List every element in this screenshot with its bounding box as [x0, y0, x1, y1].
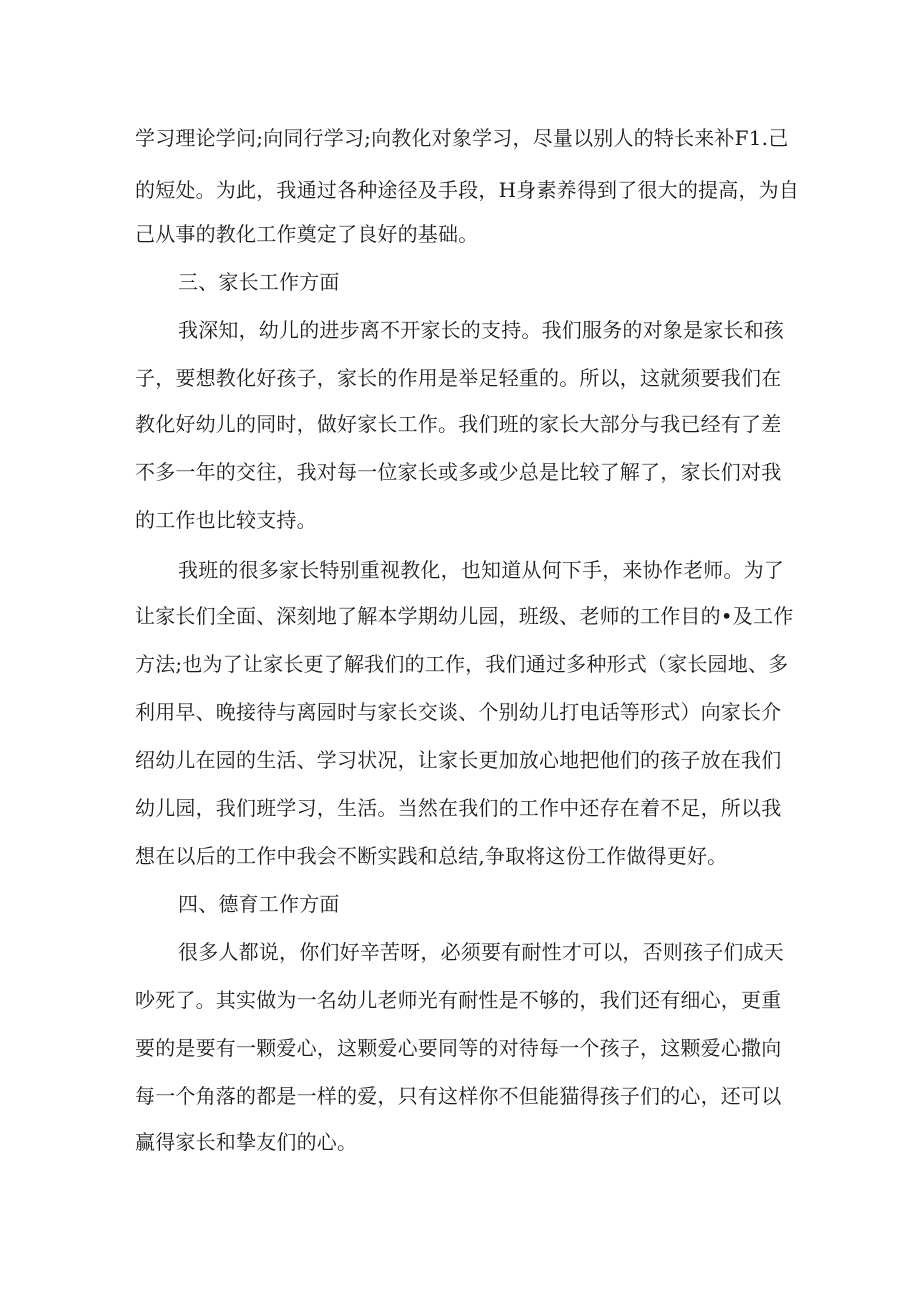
body-text-line: 我班的很多家长特别重视教化，也知道从何下手，来协作老师。为了 — [178, 558, 784, 582]
section-heading-moral-education: 四、德育工作方面 — [178, 892, 340, 916]
body-text-line: 赢得家长和挚友们的心。 — [135, 1130, 358, 1154]
body-text-line: 吵死了。其实做为一名幼儿老师光有耐性是不够的，我们还有细心，更重 — [135, 988, 782, 1012]
body-text-line: 想在以后的工作中我会不断实践和总结,争取将这份工作做得更好。 — [135, 844, 728, 868]
body-text-line: 每一个角落的都是一样的爱，只有这样你不但能猫得孩子们的心，还可以 — [135, 1084, 782, 1108]
body-text-line: 方法;也为了让家长更了解我们的工作，我们通过多种形式（家长园地、多 — [135, 652, 789, 676]
body-text-line: 利用早、晚接待与离园时与家长交谈、个别幼儿打电话等形式）向家长介 — [135, 700, 782, 724]
body-text-line: 让家长们全面、深刻地了解本学期幼儿园，班级、老师的工作目的•及工作 — [135, 604, 794, 628]
body-text-line: 子，要想教化好孩子，家长的作用是举足轻重的。所以，这就须要我们在 — [135, 366, 782, 390]
body-text-line: 要的是要有一颗爱心，这颗爱心要同等的对待每一个孩子，这颗爱心撒向 — [135, 1036, 782, 1060]
body-text-line: 教化好幼儿的同时，做好家长工作。我们班的家长大部分与我已经有了差 — [135, 412, 782, 436]
body-text-line: 学习理论学问;向同行学习;向教化对象学习，尽量以别人的特长来补F1.己 — [135, 126, 789, 150]
body-text-line: 己从事的教化工作奠定了良好的基础。 — [135, 222, 479, 246]
body-text-line: 很多人都说，你们好辛苦呀，必须要有耐性才可以，否则孩子们成天 — [178, 940, 784, 964]
body-text-line: 绍幼儿在园的生活、学习状况，让家长更加放心地把他们的孩子放在我们 — [135, 748, 782, 772]
body-text-line: 的工作也比较支持。 — [135, 508, 317, 532]
body-text-line: 我深知，幼儿的进步离不开家长的支持。我们服务的对象是家长和孩 — [178, 318, 784, 342]
body-text-line: 不多一年的交往，我对每一位家长或多或少总是比较了解了，家长们对我 — [135, 460, 782, 484]
body-text-line: 的短处。为此，我通过各种途径及手段，H身素养得到了很大的提高，为自 — [135, 178, 800, 202]
body-text-line: 幼儿园，我们班学习，生活。当然在我们的工作中还存在着不足，所以我 — [135, 796, 782, 820]
section-heading-parents: 三、家长工作方面 — [178, 270, 340, 294]
